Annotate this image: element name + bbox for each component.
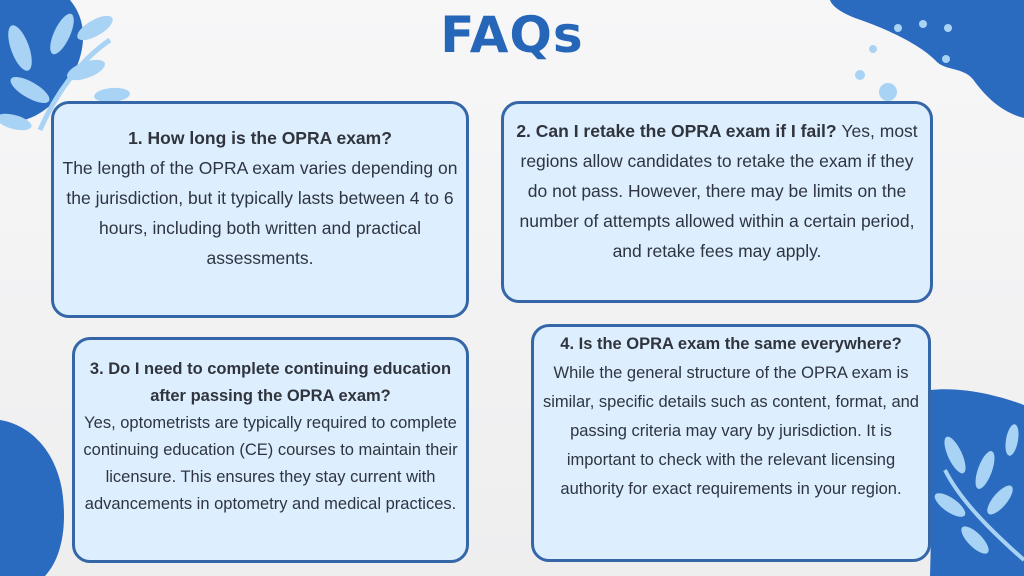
- faq-answer-1: The length of the OPRA exam varies depending on the jurisdiction, but it typically lasts between 4 to 6 hours, including both written and practical assessments.: [62, 158, 458, 268]
- faq-card-3: [72, 337, 469, 563]
- faq-card-4: [531, 324, 931, 562]
- faq-answer-3: Yes, optometrists are typically required to complete continuing education (CE) courses to maintain their licensure. This ensures they stay current with advancements in optometry and medical practices.: [83, 414, 458, 513]
- page-title: FAQs: [440, 6, 584, 64]
- faq-card-1: [51, 101, 469, 318]
- faq-question-4: 4. Is the OPRA exam the same everywhere?: [560, 335, 902, 353]
- faq-answer-4: While the general structure of the OPRA exam is similar, specific details such as content, format, and passing criteria may vary by jurisdiction. It is important to check with the relevant licensing authority for exact requirements in your region.: [542, 364, 919, 498]
- faq-question-2: 2. Can I retake the OPRA exam if I fail?: [516, 121, 842, 141]
- faq-question-3: 3. Do I need to complete continuing education after passing the OPRA exam?: [89, 360, 452, 405]
- bottom-left-blob: [0, 420, 64, 576]
- faq-question-1: 1. How long is the OPRA exam?: [128, 128, 392, 148]
- faq-answer-2: Yes, most regions allow candidates to retake the exam if they do not pass. However, there may be limits on the number of attempts allowed within a certain period, and retake fees may apply.: [519, 121, 918, 261]
- faq-card-2: [501, 101, 933, 303]
